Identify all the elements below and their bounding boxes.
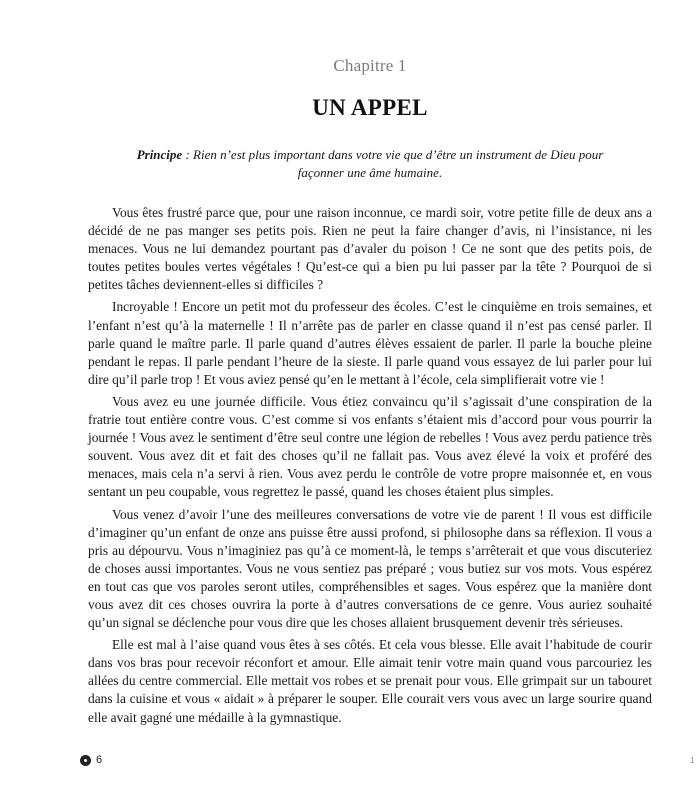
page-marker-icon (80, 755, 91, 766)
paragraph: Vous êtes frustré parce que, pour une raison inconnue, ce mardi soir, votre petite fille de deux ans a décidé de ne pas manger ses petits pois. Rien ne peut la faire changer d’avis, ni l’insistance, ni les menaces. Vous ne lui demandez pourtant pas d’avaler du poison ! Ce ne sont que des petits pois, de toutes petites boules vertes végétales ! Qu’est-ce qui a bien pu lui passer par la tête ? Pourquoi de si petites tâches deviennent-elles si difficiles ? (88, 205, 652, 293)
principle-text: : Rien n’est plus important dans votre vie que d’être un instrument de Dieu pour façonner une âme humaine. (182, 147, 604, 180)
page-number: 6 (96, 754, 103, 766)
page-footer (80, 754, 102, 766)
edge-marker: 1 (690, 756, 695, 765)
paragraph: Vous venez d’avoir l’une des meilleures conversations de votre vie de parent ! Il vous est difficile d’imaginer qu’un enfant de onze ans puisse être aussi profond, si philosophe dans sa réflexion. Il vous a pris au dépourvu. Vous n’imaginiez pas qu’à ce moment-là, le temps s’arrêterait et que vous discuteriez de choses aussi importantes. Vous ne vous sentiez pas préparé ; vous butiez sur vos mots. Vous espérez en tout cas que vos paroles seront utiles, compréhensibles et sages. Vous espérez que la manière dont vous avez dit ces choses ouvrira la porte à d’autres conversations de ce genre. Vous auriez souhaité qu’un signal se déclenche pour vous dire que les choses allaient brusquement devenir très sérieuses. (88, 506, 652, 631)
paragraph: Elle est mal à l’aise quand vous êtes à ses côtés. Et cela vous blesse. Elle avait l’habitude de courir dans vos bras pour recevoir réconfort et amour. Elle aimait tenir votre main quand vous parcouriez les allées du centre commercial. Elle mettait vos robes et se prenait pour vous. Elle grimpait sur un tabouret dans la cuisine et vous « aidait » à préparer le souper. Elle courait vers vous avec un large sourire quand elle avait gagné une médaille à la gymnastique. (88, 637, 652, 725)
paragraph: Incroyable ! Encore un petit mot du professeur des écoles. C’est le cinquième en trois semaines, et l’enfant n’est qu’à la maternelle ! Il n’arrête pas de parler en classe quand il n’est pas censé parler. Il parle quand le maître parle. Il parle quand d’autres élèves essaient de parler. Il parle la bouche pleine pendant le repas. Il parle pendant l’heure de la sieste. Il parle quand vous essayez de lui parler pour lui dire qu’il parle trop ! Et vous aviez pensé qu’en le mettant à l’école, cela simplifierait votre vie ! (88, 299, 652, 387)
principle-label: Principe (136, 147, 183, 162)
chapter-label: Chapitre 1 (333, 56, 407, 75)
chapter-body (88, 204, 652, 731)
chapter-title: UN APPEL (312, 95, 428, 120)
paragraph: Vous avez eu une journée difficile. Vous étiez convaincu qu’il s’agissait d’une conspiration de la fratrie tout entière contre vous. C’est comme si vos enfants s’étaient mis d’accord pour vous pourrir la journée ! Vous avez le sentiment d’être seul contre une légion de rebelles ! Vous avez perdu patience très souvent. Vous avez dit et fait des choses qu’il ne fallait pas. Vous avez élevé la voix et proféré des menaces, mais cela n’a servi à rien. Vous avez perdu le contrôle de votre propre maisonnée et, en vous sentant un peu coupable, vous regrettez le passé, quand les choses étaient plus simples. (88, 393, 652, 500)
principle-statement (130, 146, 610, 182)
